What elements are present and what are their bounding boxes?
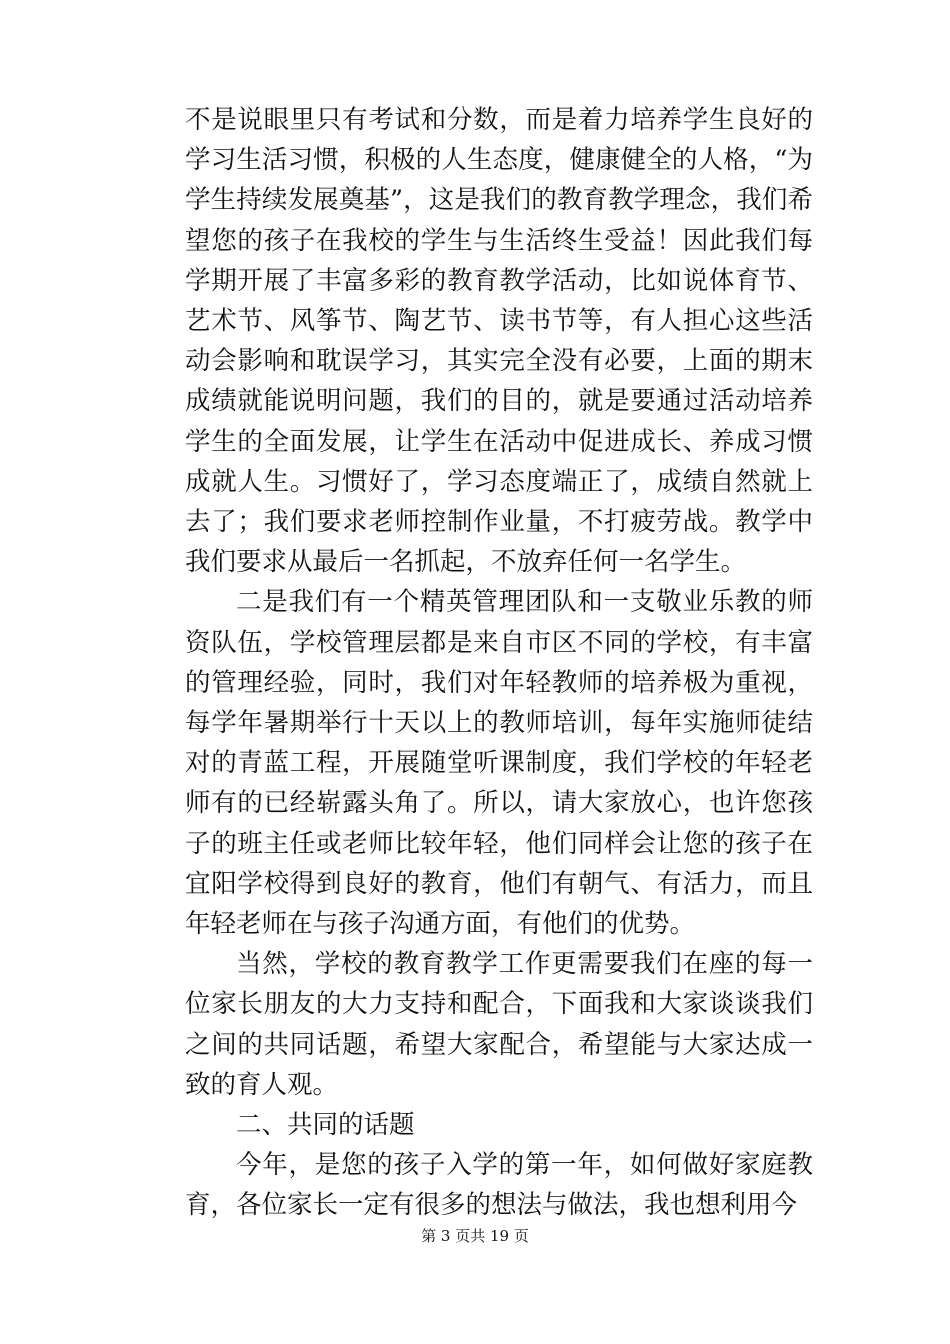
section-heading-common-topics: 二、共同的话题	[236, 1110, 415, 1141]
page-number-footer: 第 3 页共 19 页	[421, 1227, 529, 1245]
document-body	[185, 100, 813, 1226]
paragraph-first-year: 今年，是您的孩子入学的第一年，如何做好家庭教育，各位家长一定有很多的想法与做法，我也想利用今	[185, 1150, 813, 1221]
paragraph-parent-support: 当然，学校的教育教学工作更需要我们在座的每一位家长朋友的大力支持和配合，下面我和大家谈谈我们之间的共同话题，希望大家配合，希望能与大家达成一致的育人观。	[185, 949, 813, 1100]
paragraph-teaching-staff: 二是我们有一个精英管理团队和一支敬业乐教的师资队伍，学校管理层都是来自市区不同的学校，有丰富的管理经验，同时，我们对年轻教师的培养极为重视，每学年暑期举行十天以上的教师培训，每年实施师徒结对的青蓝工程，开展随堂听课制度，我们学校的年轻老师有的已经崭露头角了。所以，请大家放心，也许您孩子的班主任或老师比较年轻，他们同样会让您的孩子在宜阳学校得到良好的教育，他们有朝气、有活力，而且年轻老师在与孩子沟通方面，有他们的优势。	[185, 587, 813, 940]
paragraph-continuation: 不是说眼里只有考试和分数，而是着力培养学生良好的学习生活习惯，积极的人生态度，健康健全的人格，“为学生持续发展奠基”，这是我们的教育教学理念，我们希望您的孩子在我校的学生与生活终生受益！因此我们每学期开展了丰富多彩的教育教学活动，比如说体育节、艺术节、风筝节、陶艺节、读书节等，有人担心这些活动会影响和耽误学习，其实完全没有必要，上面的期末成绩就能说明问题，我们的目的，就是要通过活动培养学生的全面发展，让学生在活动中促进成长、养成习惯成就人生。习惯好了，学习态度端正了，成绩自然就上去了；我们要求老师控制作业量，不打疲劳战。教学中我们要求从最后一名抓起，不放弃任何一名学生。	[185, 105, 813, 578]
